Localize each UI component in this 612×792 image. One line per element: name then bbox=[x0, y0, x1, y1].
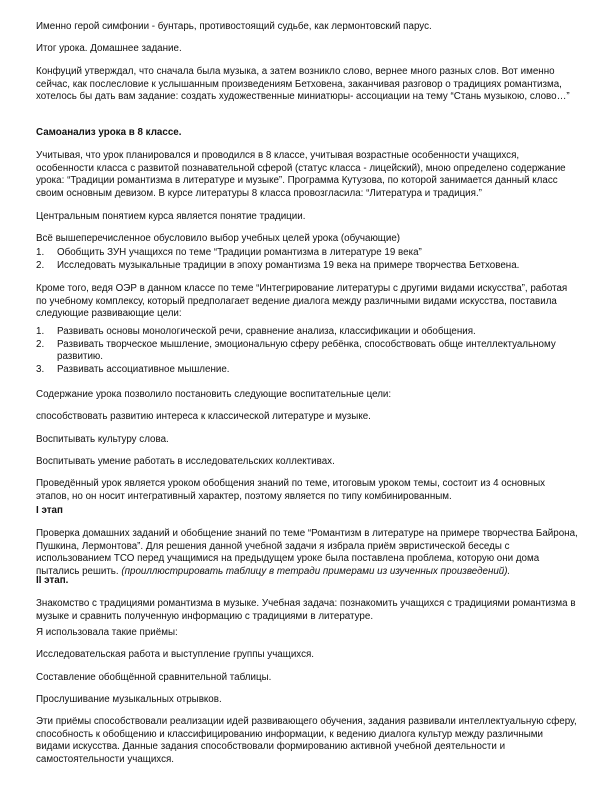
paragraph-stage-1 bbox=[36, 528, 578, 579]
paragraph-upbringing-goals: Содержание урока позволило постановить следующие воспитательные цели: bbox=[36, 389, 392, 400]
list-item-number: 2. bbox=[36, 259, 45, 271]
list-item-text: Обобщить ЗУН учащихся по теме “Традиции романтизма в литературе 19 века” bbox=[57, 247, 422, 258]
developmental-goals-list bbox=[36, 326, 578, 377]
list-item bbox=[36, 247, 578, 260]
list-item-number: 1. bbox=[36, 247, 45, 258]
heading-self-analysis: Самоанализ урока в 8 классе. bbox=[36, 127, 182, 138]
list-item-text: Развивать ассоциативное мышление. bbox=[57, 364, 230, 376]
paragraph-hero: Именно герой симфонии - бунтарь, противостоящий судьбе, как лермонтовский парус. bbox=[36, 21, 432, 32]
list-item-number: 3. bbox=[36, 364, 45, 376]
paragraph-lesson-summary: Итог урока. Домашнее задание. bbox=[36, 43, 182, 54]
list-item bbox=[36, 260, 578, 273]
educational-goals-list bbox=[36, 247, 578, 272]
list-item-text: Развивать основы монологической речи, сравнение анализа, классификации и обобщения. bbox=[57, 326, 476, 337]
paragraph-lesson-content: Учитывая, что урок планировался и проводился в 8 классе, учитывая возрастные особенности учащихся, особенности класса с развитой познавательной сферой (статус класса - лицейский), мною определено содержание урока: “Традиции романтизма в литературе и музыке”. Программа Кутузова, по которой занимается данный класс своим основным девизом. В курсе литературы 8 класса провозгласила: “Литература и традиция.” bbox=[36, 150, 566, 200]
paragraph-research-teams: Воспитывать умение работать в исследовательских коллективах. bbox=[36, 456, 335, 467]
heading-stage-2: II этап. bbox=[36, 575, 69, 586]
list-item-text: Исследовать музыкальные традиции в эпоху романтизма 19 века на примере творчества Бетховена. bbox=[57, 259, 520, 271]
paragraph-techniques-intro: Я использовала такие приёмы: bbox=[36, 627, 178, 638]
paragraph-stage-2: Знакомство с традициями романтизма в музыке. Учебная задача: познакомить учащихся с традициями романтизма в музыке и сравнить полученную информацию с традициями в литературе. bbox=[36, 598, 576, 622]
list-item bbox=[36, 339, 578, 364]
paragraph-central-concept: Центральным понятием курса является понятие традиции. bbox=[36, 211, 306, 222]
paragraph-research-work: Исследовательская работа и выступление группы учащихся. bbox=[36, 649, 315, 660]
list-item bbox=[36, 326, 578, 339]
paragraph-interest: способствовать развитию интереса к классической литературе и музыке. bbox=[36, 411, 371, 422]
list-item-text: Развивать творческое мышление, эмоциональную сферу ребёнка, способствовать обще интеллектуальному развитию. bbox=[57, 338, 556, 363]
stage-1-text: Проверка домашних заданий и обобщение знаний по теме “Романтизм в литературе на примере творчества Байрона, Пушкина, Лермонтова”. Для решения данной учебной задачи я избрала приём эвристической беседы с использованием ТСО перед учащимися на предыдущем уроке была поставлена проблема, которую они дома пытались решить. bbox=[36, 528, 578, 578]
paragraph-lesson-type: Проведённый урок является уроком обобщения знаний по теме, итоговым уроком темы, состоит из 4 основных этапов, но он носит интегративный характер, поэтому является по типу комбинированным. bbox=[36, 478, 546, 502]
list-item-number: 1. bbox=[36, 326, 45, 337]
paragraph-word-culture: Воспитывать культуру слова. bbox=[36, 434, 169, 445]
paragraph-confucius: Конфуций утверждал, что сначала была музыка, а затем возникло слово, вернее много разных слов. Вот именно сейчас, как послесловие к услышанным произведениям Бетховена, заканчивая разговор о традициях романтизма, хотелось бы дать вам задание: создать художественные миниатюры- ассоциации на тему “Стань музыкою, слово…” bbox=[36, 66, 570, 103]
paragraph-conclusion: Эти приёмы способствовали реализации идей развивающего обучения, задания развивали интеллектуальную сферу, способность к обобщению и классифицированию информации, к ведению диалога культур между различными видами искусства. Данные задания способствовали формированию активной учебной деятельности и самостоятельности учащихся. bbox=[36, 716, 577, 766]
list-item-number: 2. bbox=[36, 338, 45, 350]
heading-stage-1: I этап bbox=[36, 505, 63, 516]
list-item bbox=[36, 364, 578, 377]
paragraph-comparison-table: Составление обобщённой сравнительной таблицы. bbox=[36, 672, 272, 683]
paragraph-music-listening: Прослушивание музыкальных отрывков. bbox=[36, 694, 222, 705]
stage-1-note: (проиллюстрировать таблицу в тетради примерами из изученных произведений). bbox=[121, 566, 511, 578]
paragraph-oer: Кроме того, ведя ОЭР в данном классе по теме “Интегрирование литературы с другими видами искусства”, работая по учебному комплексу, который предполагает ведение диалога между различными видами искусства, поставила следующие развивающие цели: bbox=[36, 283, 568, 320]
paragraph-goals-intro: Всё вышеперечисленное обусловило выбор учебных целей урока (обучающие) bbox=[36, 233, 401, 244]
